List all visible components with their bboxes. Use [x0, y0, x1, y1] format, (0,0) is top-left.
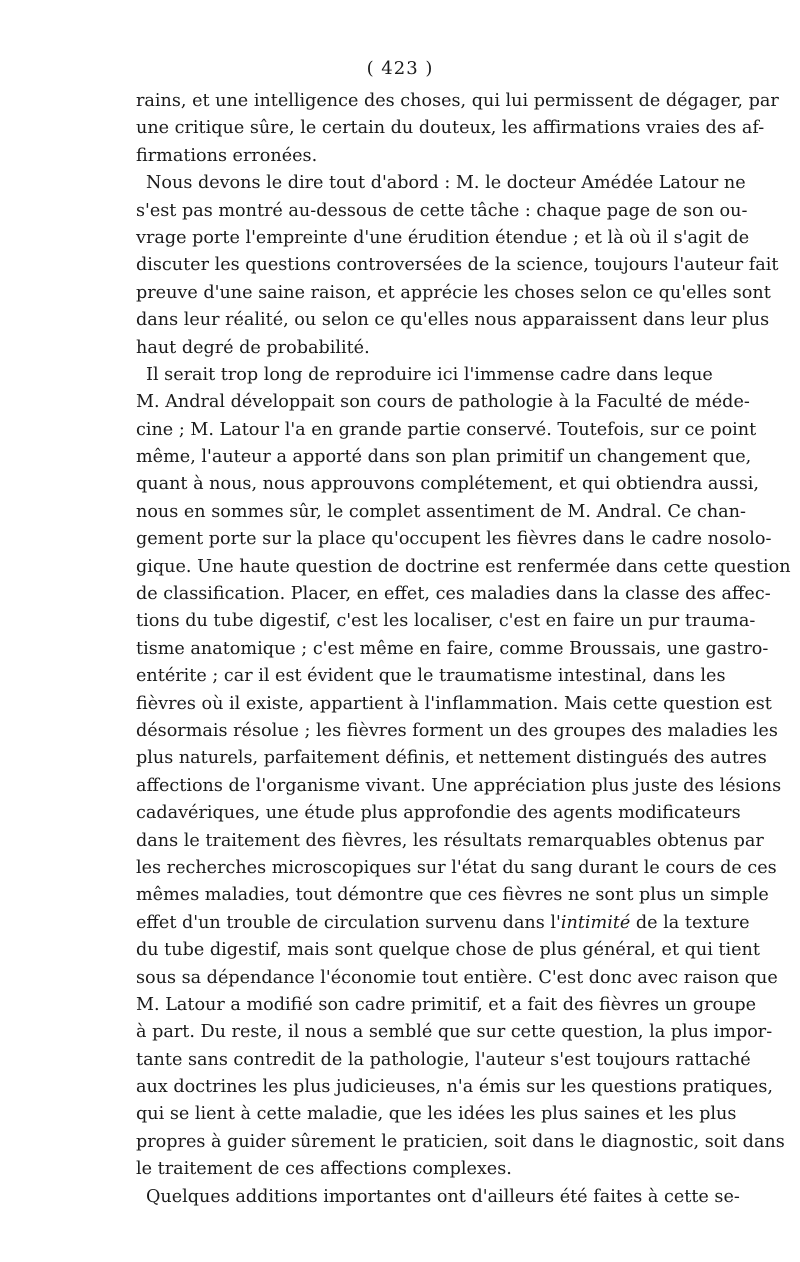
text-line: propres à guider sûrement le praticien, soit dans le diagnostic, soit dans — [136, 1131, 785, 1152]
text-line: une critique sûre, le certain du douteux, les affirmations vraies des af- — [136, 118, 765, 139]
page-number: ( 423 ) — [366, 58, 434, 79]
text-line: tisme anatomique ; c'est même en faire, comme Broussais, une gastro- — [136, 638, 769, 659]
text-line: nous en sommes sûr, le complet assentiment de M. Andral. Ce chan- — [136, 501, 746, 522]
body-text — [136, 88, 791, 1211]
text-line: haut degré de probabilité. — [136, 337, 370, 358]
text-line: Quelques additions importantes ont d'ailleurs été faites à cette se- — [146, 1186, 740, 1207]
text-line: cadavériques, une étude plus approfondie des agents modificateurs — [136, 803, 741, 824]
text-line: gique. Une haute question de doctrine est renfermée dans cette question — [136, 556, 791, 577]
text-line: firmations erronées. — [136, 145, 318, 166]
text-line: Nous devons le dire tout d'abord : M. le docteur Amédée Latour ne — [146, 173, 746, 194]
text-line: s'est pas montré au-dessous de cette tâche : chaque page de son ou- — [136, 200, 748, 221]
text-line: de classification. Placer, en effet, ces maladies dans la classe des affec- — [136, 584, 771, 605]
text-line: preuve d'une saine raison, et apprécie les choses selon ce qu'elles sont — [136, 282, 771, 303]
text-line: dans le traitement des fièvres, les résultats remarquables obtenus par — [136, 830, 764, 851]
text-line: plus naturels, parfaitement définis, et nettement distingués des autres — [136, 748, 767, 769]
text-line: fièvres où il existe, appartient à l'inflammation. Mais cette question est — [136, 693, 772, 714]
text-line: discuter les questions controversées de la science, toujours l'auteur fait — [136, 255, 779, 276]
text-line: effet d'un trouble de circulation survenu dans l'intimité de la texture — [136, 912, 750, 933]
text-line: tions du tube digestif, c'est les localiser, c'est en faire un pur trauma- — [136, 611, 756, 632]
text-line: cine ; M. Latour l'a en grande partie conservé. Toutefois, sur ce point — [136, 419, 757, 440]
text-line: désormais résolue ; les fièvres forment un des groupes des maladies les — [136, 720, 778, 741]
text-line: quant à nous, nous approuvons complétement, et qui obtiendra aussi, — [136, 474, 759, 495]
text-line: M. Andral développait son cours de pathologie à la Faculté de méde- — [136, 392, 750, 413]
text-line: aux doctrines les plus judicieuses, n'a émis sur les questions pratiques, — [136, 1077, 773, 1098]
text-line: mêmes maladies, tout démontre que ces fièvres ne sont plus un simple — [136, 885, 769, 906]
text-line: les recherches microscopiques sur l'état du sang durant le cours de ces — [136, 857, 777, 878]
text-line: du tube digestif, mais sont quelque chose de plus général, et qui tient — [136, 940, 760, 961]
text-line: entérite ; car il est évident que le traumatisme intestinal, dans les — [136, 666, 726, 687]
text-line: Il serait trop long de reproduire ici l'immense cadre dans leque — [146, 364, 713, 385]
text-line: gement porte sur la place qu'occupent les fièvres dans le cadre nosolo- — [136, 529, 772, 550]
text-line: rains, et une intelligence des choses, qui lui permissent de dégager, par — [136, 91, 779, 111]
text-line: affections de l'organisme vivant. Une appréciation plus juste des lésions — [136, 775, 782, 796]
text-line: qui se lient à cette maladie, que les idées les plus saines et les plus — [136, 1104, 737, 1125]
text-line: le traitement de ces affections complexes. — [136, 1159, 512, 1180]
text-line: sous sa dépendance l'économie tout entière. C'est donc avec raison que — [136, 967, 778, 988]
text-line: dans leur réalité, ou selon ce qu'elles nous apparaissent dans leur plus — [136, 310, 770, 331]
text-line: tante sans contredit de la pathologie, l'auteur s'est toujours rattaché — [136, 1049, 751, 1070]
text-line: M. Latour a modifié son cadre primitif, et a fait des fièvres un groupe — [136, 994, 757, 1015]
text-line: vrage porte l'empreinte d'une érudition étendue ; et là où il s'agit de — [136, 227, 750, 248]
text-line: à part. Du reste, il nous a semblé que sur cette question, la plus impor- — [136, 1022, 773, 1043]
text-line: même, l'auteur a apporté dans son plan primitif un changement que, — [136, 447, 752, 468]
